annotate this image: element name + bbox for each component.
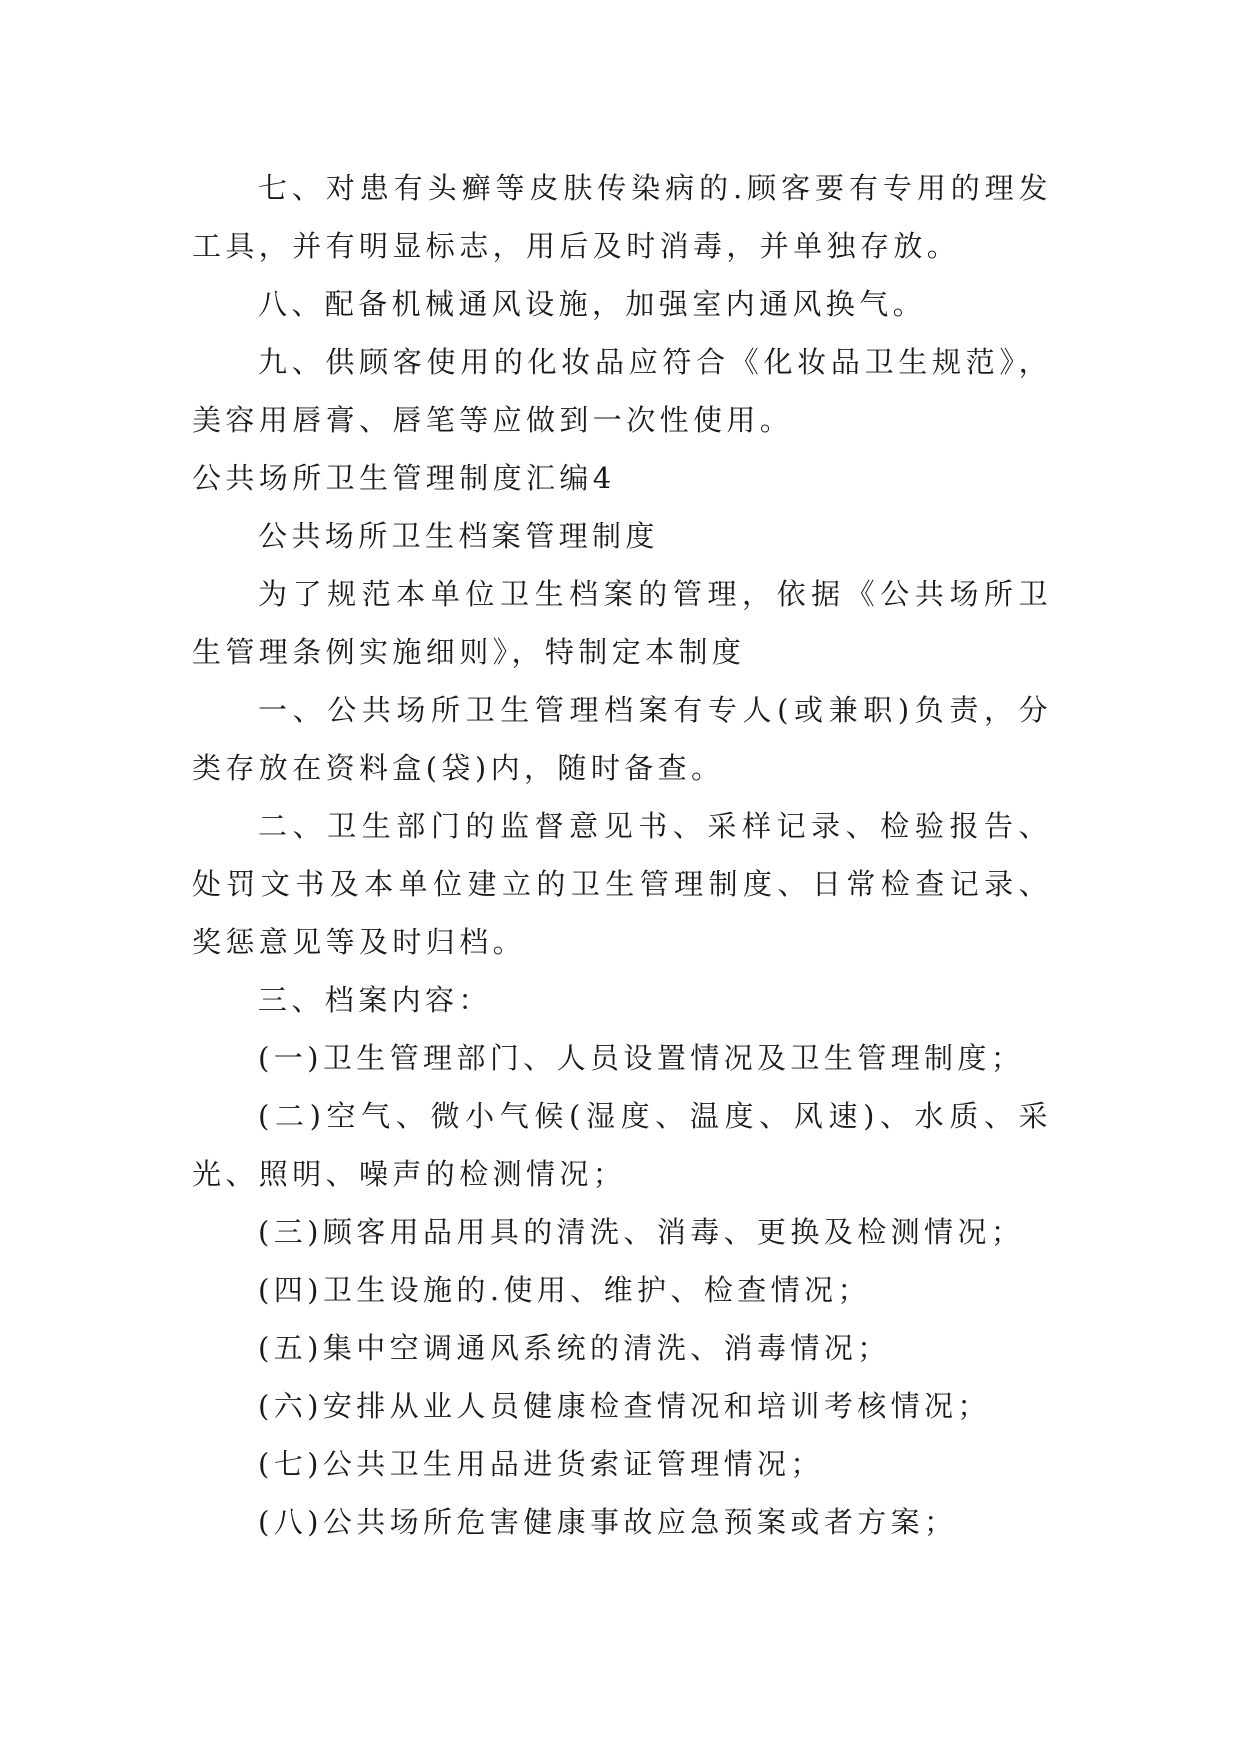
intro-paragraph: 为了规范本单位卫生档案的管理，依据《公共场所卫生管理条例实施细则》，特制定本制度 — [192, 577, 1052, 669]
document-body — [192, 159, 1052, 1551]
list-item-8: (八)公共场所危害健康事故应急预案或者方案； — [258, 1505, 958, 1539]
list-item-4: (四)卫生设施的.使用、维护、检查情况； — [258, 1273, 871, 1307]
list-item-3: (三)顾客用品用具的清洗、消毒、更换及检测情况； — [258, 1215, 1025, 1249]
list-item-1: (一)卫生管理部门、人员设置情况及卫生管理制度； — [258, 1041, 1025, 1075]
list-item-2: (二)空气、微小气候(湿度、温度、风速)、水质、采光、照明、噪声的检测情况； — [192, 1099, 1052, 1191]
list-item-6: (六)安排从业人员健康检查情况和培训考核情况； — [258, 1389, 991, 1423]
section-heading: 公共场所卫生管理制度汇编4 — [192, 461, 616, 495]
subsection-title: 公共场所卫生档案管理制度 — [258, 519, 659, 553]
paragraph-item-8: 八、配备机械通风设施，加强室内通风换气。 — [258, 287, 927, 321]
paragraph-rule-2: 二、卫生部门的监督意见书、采样记录、检验报告、处罚文书及本单位建立的卫生管理制度、日常检查记录、奖惩意见等及时归档。 — [192, 809, 1052, 959]
list-item-7: (七)公共卫生用品进货索证管理情况； — [258, 1447, 824, 1481]
paragraph-rule-3: 三、档案内容： — [258, 983, 492, 1017]
paragraph-item-7: 七、对患有头癣等皮肤传染病的.顾客要有专用的理发工具，并有明显标志，用后及时消毒，并单独存放。 — [192, 171, 1052, 263]
list-item-5: (五)集中空调通风系统的清洗、消毒情况； — [258, 1331, 891, 1365]
paragraph-item-9: 九、供顾客使用的化妆品应符合《化妆品卫生规范》，美容用唇膏、唇笔等应做到一次性使用。 — [192, 345, 1052, 437]
paragraph-rule-1: 一、公共场所卫生管理档案有专人(或兼职)负责，分类存放在资料盒(袋)内，随时备查。 — [192, 693, 1052, 785]
